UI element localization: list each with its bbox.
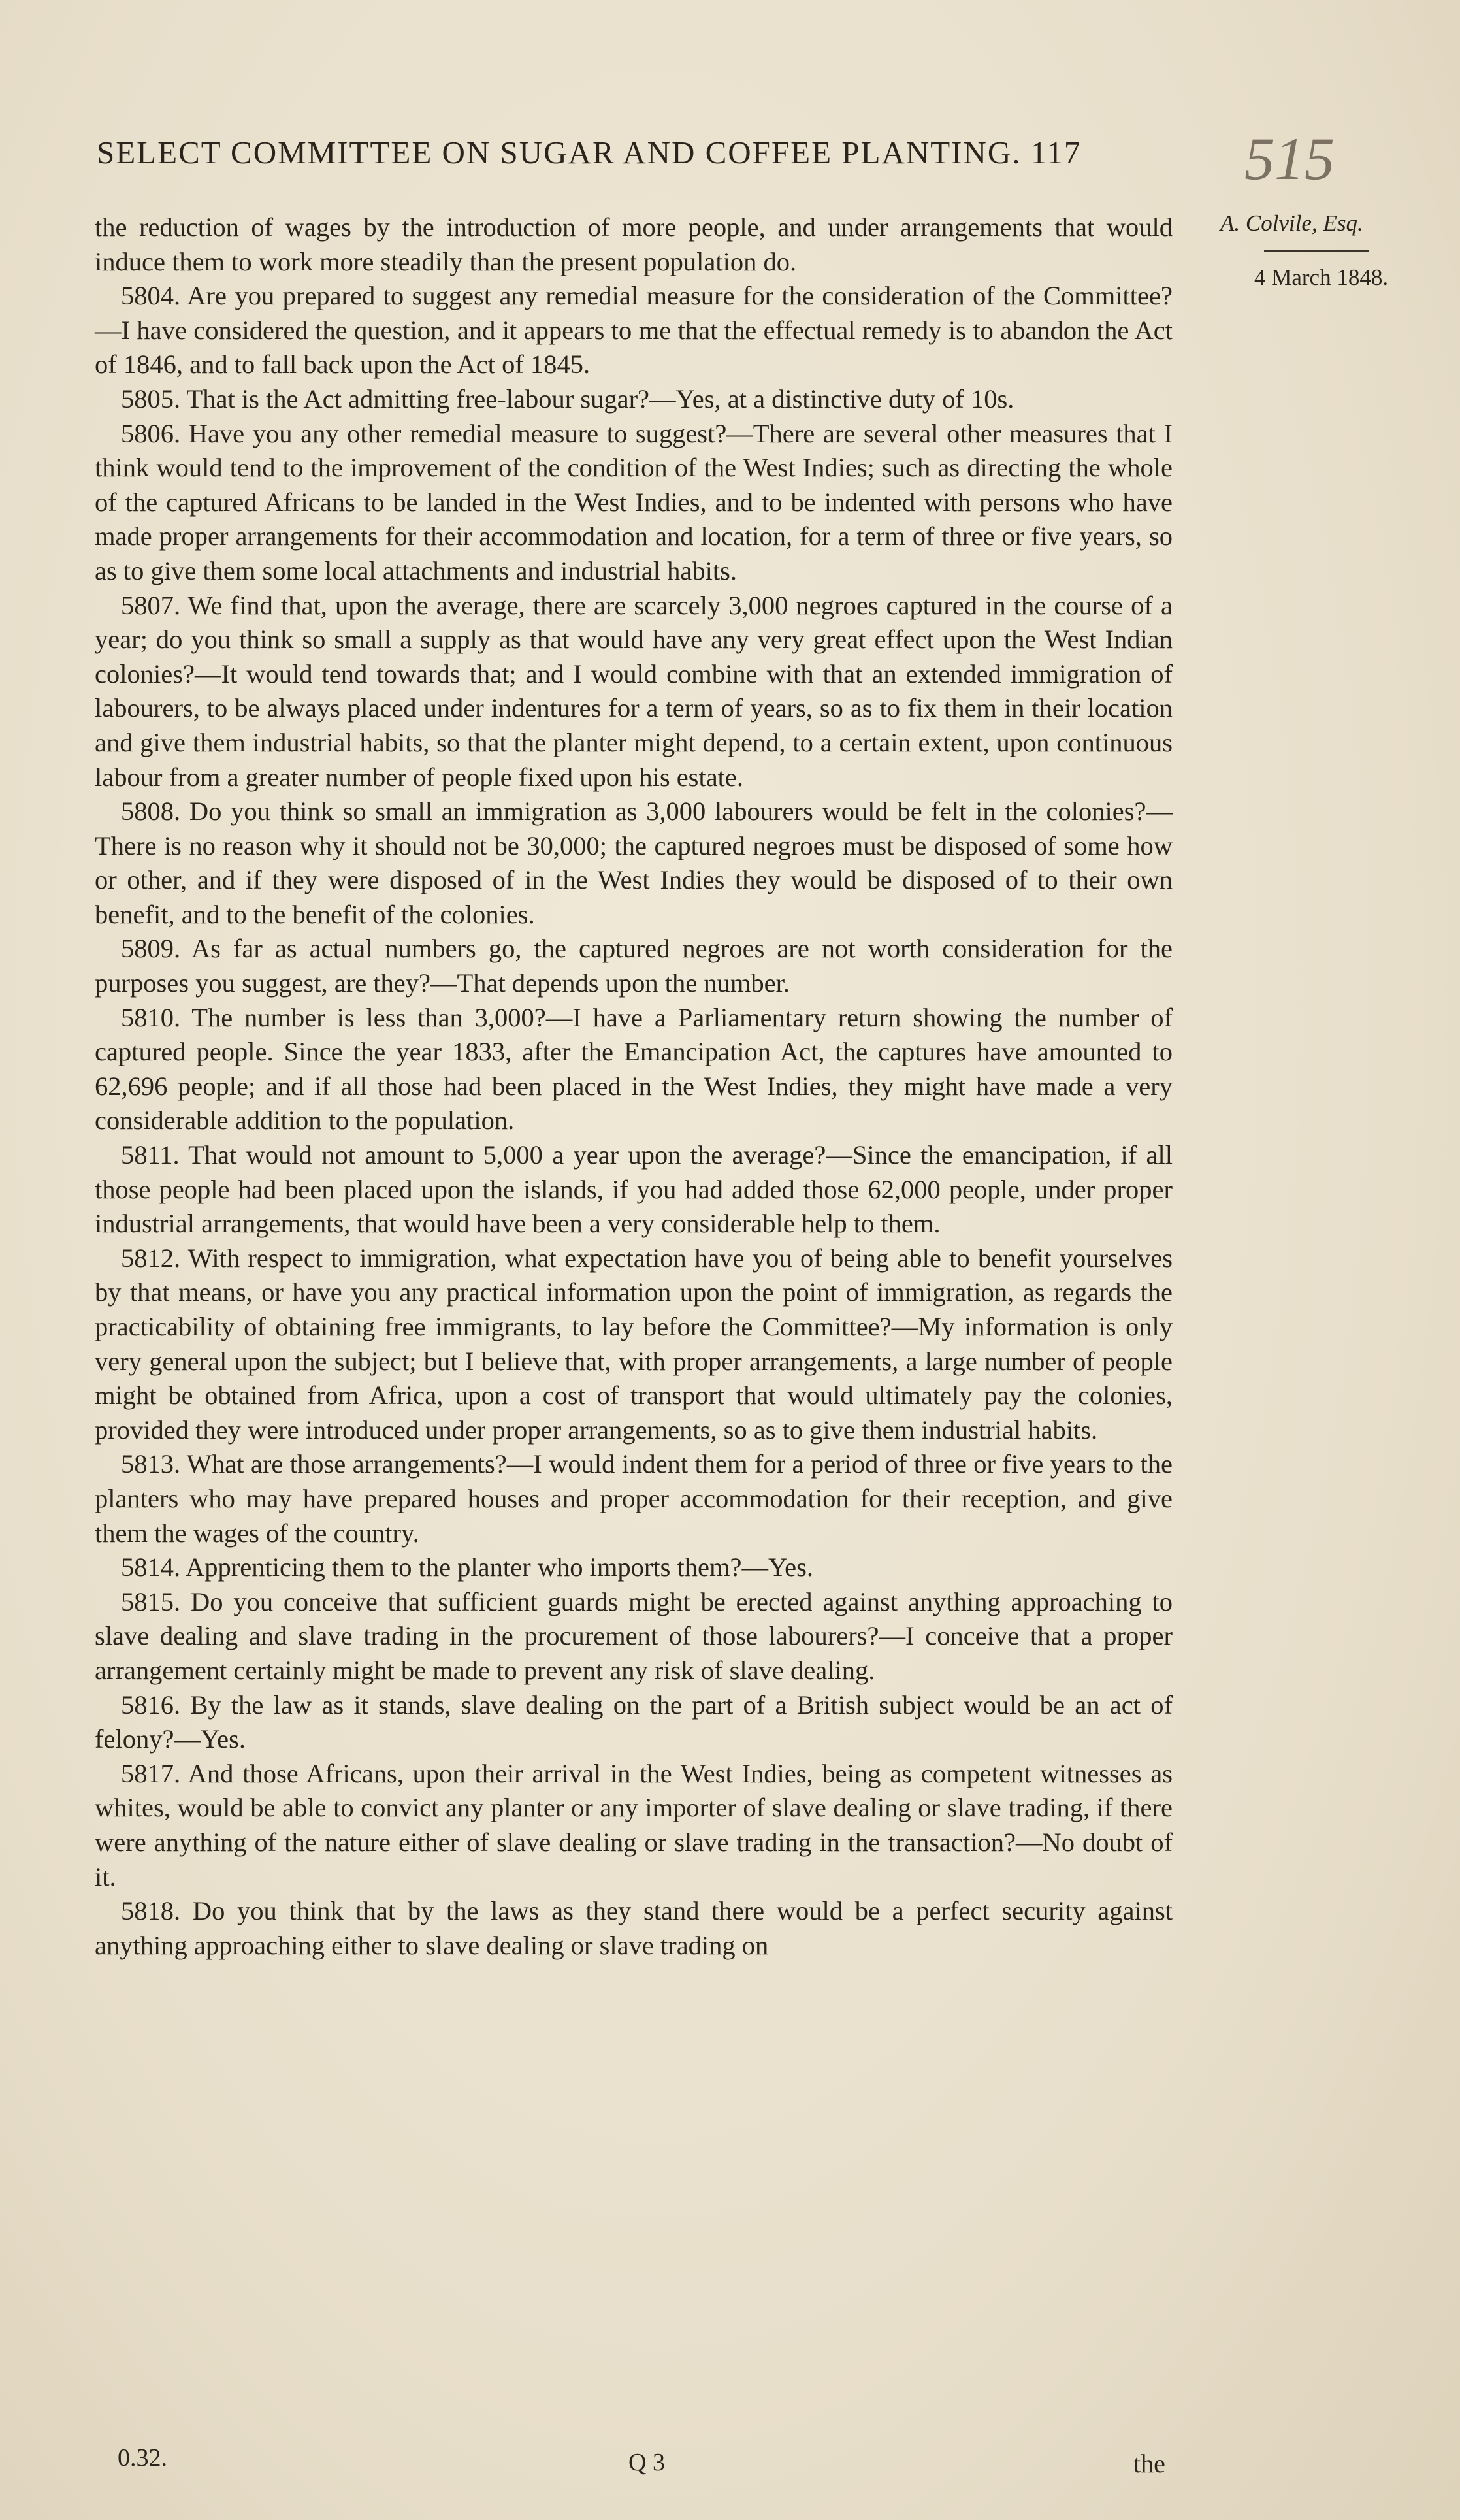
question-5811: 5811. That would not amount to 5,000 a year upon the average?—Since the emancipation, if all those people had been placed upon the islands, if you had added those 62,000 people, under proper industrial arrangements, that would have been a very considerable help to them. <box>95 1140 1173 1239</box>
printer-signature: 0.32. <box>118 2444 167 2472</box>
question-5805: 5805. That is the Act admitting free-labour sugar?—Yes, at a distinctive duty of 10s. <box>121 384 1014 414</box>
question-5816: 5816. By the law as it stands, slave dealing on the part of a British subject would be an act of felony?—Yes. <box>95 1690 1173 1754</box>
running-title: SELECT COMMITTEE ON SUGAR AND COFFEE PLANTING. 117 <box>97 135 1082 171</box>
body-text <box>95 210 1173 1963</box>
paragraph-continuation: the reduction of wages by the introduction of more people, and under arrangements that would induce them to work more steadily than the present population do. <box>95 212 1173 276</box>
question-5817: 5817. And those Africans, upon their arrival in the West Indies, being as competent witnesses as whites, would be able to convict any planter or any importer of slave dealing or slave trading, if there were anything of the nature either of slave dealing or slave trading in the transaction?—No doubt of it. <box>95 1758 1173 1891</box>
signature-mark: Q 3 <box>628 2449 665 2476</box>
margin-date: 4 March 1848. <box>1254 265 1389 290</box>
question-5804: 5804. Are you prepared to suggest any remedial measure for the consideration of the Committee?—I have considered the question, and it appears to me that the effectual remedy is to abandon the Act of 1846, and to fall back upon the Act of 1845. <box>95 281 1173 380</box>
margin-divider <box>1264 250 1369 252</box>
question-5806: 5806. Have you any other remedial measure to suggest?—There are several other measures that I think would tend to the improvement of the condition of the West Indies; such as directing the whole of the captured Africans to be landed in the West Indies, and to be indented with persons who have made proper arrangements for their accommodation and location, for a term of three or five years, so as to give them some local attachments and industrial habits. <box>95 418 1173 585</box>
question-5812: 5812. With respect to immigration, what expectation have you of being able to benefit yourselves by that means, or have you any practical information upon the point of immigration, as regards the practicability of obtaining free immigrants, to lay before the Committee?—My information is only very general upon the subject; but I believe that, with proper arrangements, a large number of people might be obtained from Africa, upon a cost of transport that would ultimately pay the colonies, provided they were introduced under proper arrangements, so as to give them industrial habits. <box>95 1243 1173 1445</box>
question-5815: 5815. Do you conceive that sufficient guards might be erected against anything approaching to slave dealing and slave trading in the procurement of those labourers?—I conceive that a proper arrangement certainly might be made to prevent any risk of slave dealing. <box>95 1586 1173 1685</box>
question-5808: 5808. Do you think so small an immigration as 3,000 labourers would be felt in the colonies?—There is no reason why it should not be 30,000; the captured negroes must be disposed of some how or other, and if they were disposed of in the West Indies they would be disposed of to their own benefit, and to the benefit of the colonies. <box>95 796 1173 929</box>
question-5807: 5807. We find that, upon the average, there are scarcely 3,000 negroes captured in the course of a year; do you think so small a supply as that would have any very great effect upon the West Indian colonies?—It would tend towards that; and I would combine with that an extended immigration of labourers, to be always placed under indentures for a term of years, so as to fix them in their location and give them industrial habits, so that the planter might depend, to a certain extent, upon continuous labour from a greater number of people fixed upon his estate. <box>95 590 1173 792</box>
question-5810: 5810. The number is less than 3,000?—I have a Parliamentary return showing the number of captured people. Since the year 1833, after the Emancipation Act, the captures have amounted to 62,696 people; and if all those had been placed in the West Indies, they might have made a very considerable addition to the population. <box>95 1002 1173 1136</box>
question-5813: 5813. What are those arrangements?—I would indent them for a period of three or five years to the planters who may have prepared houses and proper accommodation for their reception, and give them the wages of the country. <box>95 1449 1173 1548</box>
catchword: the <box>1133 2449 1165 2478</box>
margin-witness-name: A. Colvile, Esq. <box>1220 210 1363 236</box>
question-5809: 5809. As far as actual numbers go, the captured negroes are not worth consideration for the purposes you suggest, are they?—That depends upon the number. <box>95 934 1173 998</box>
question-5814: 5814. Apprenticing them to the planter who imports them?—Yes. <box>121 1552 814 1582</box>
folio-number: 515 <box>1244 125 1335 192</box>
question-5818: 5818. Do you think that by the laws as they stand there would be a perfect security against anything approaching either to slave dealing or slave trading on <box>95 1896 1173 1960</box>
